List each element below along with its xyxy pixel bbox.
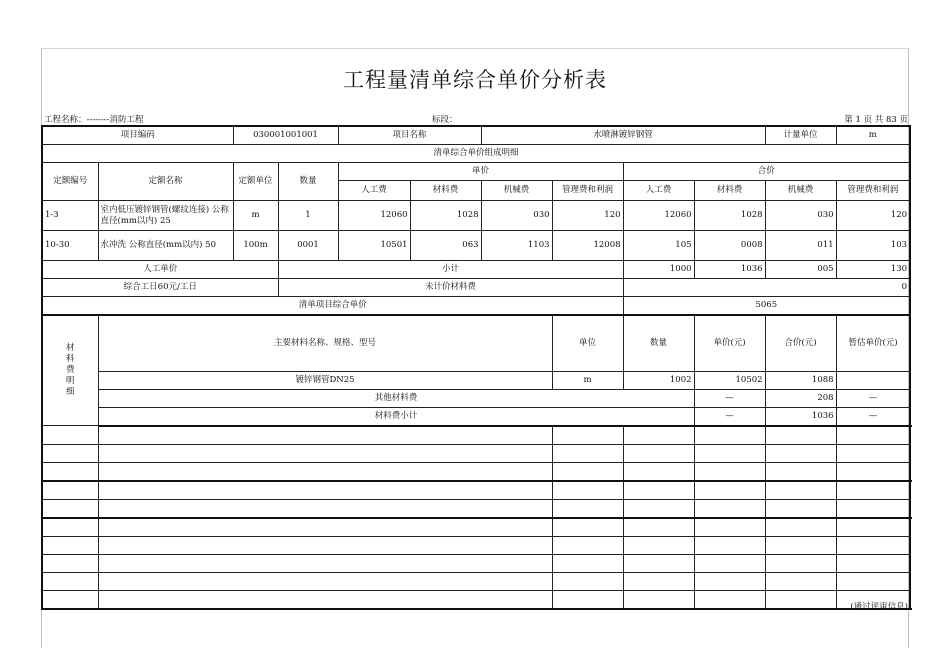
quota-no: 10-30	[42, 231, 98, 261]
t-material: 1028	[694, 201, 765, 231]
composite-label: 清单项目综合单价	[42, 297, 623, 316]
mat-col-qty: 数量	[623, 315, 694, 371]
page-title: 工程量清单综合单价分析表	[343, 68, 607, 92]
blank-cell	[623, 499, 694, 518]
blank-cell	[694, 499, 765, 518]
blank-cell	[694, 518, 765, 537]
blank-cell	[623, 481, 694, 500]
composition-title: 清单综合单价组成明细	[42, 145, 910, 163]
column-header-row-1	[42, 163, 910, 181]
item-header-row	[42, 126, 910, 145]
material-subtotal-row	[42, 407, 910, 426]
blank-cell	[42, 499, 98, 518]
blank-cell	[98, 572, 552, 590]
col-t-labor: 人工费	[623, 181, 694, 201]
blank-cell	[765, 481, 836, 500]
mat-price: 10502	[694, 371, 765, 389]
mat-total: 1088	[765, 371, 836, 389]
other-material-row	[42, 389, 910, 407]
blank-cell	[765, 554, 836, 572]
quota-qty: 0001	[278, 231, 338, 261]
mat-col-name: 主要材料名称、规格、型号	[98, 315, 552, 371]
other-total: 208	[765, 389, 836, 407]
blank-cell	[42, 518, 98, 537]
composition-title-row	[42, 145, 910, 163]
blank-cell	[623, 518, 694, 537]
blank-cell	[765, 518, 836, 537]
composite-row	[42, 297, 910, 316]
blank-cell	[98, 462, 552, 481]
blank-cell	[552, 572, 623, 590]
subtotal-label: 小计	[278, 261, 623, 279]
u-mgmt: 120	[552, 201, 623, 231]
t-machine: 011	[765, 231, 836, 261]
subtotal-row	[42, 261, 910, 279]
blank-cell	[765, 444, 836, 462]
blank-cell	[836, 554, 910, 572]
blank-cell	[765, 499, 836, 518]
blank-row	[42, 444, 910, 462]
mat-est-unit	[836, 371, 910, 389]
blank-cell	[552, 536, 623, 554]
quota-unit: 100m	[233, 231, 278, 261]
blank-cell	[765, 572, 836, 590]
blank-cell	[623, 426, 694, 445]
other-est-unit: —	[836, 389, 910, 407]
blank-cell	[765, 426, 836, 445]
blank-rows	[42, 426, 910, 609]
u-machine: 030	[481, 201, 552, 231]
blank-cell	[694, 462, 765, 481]
unpriced-row	[42, 279, 910, 297]
blank-cell	[623, 590, 694, 609]
blank-row	[42, 572, 910, 590]
blank-cell	[98, 426, 552, 445]
material-side-label: 材 料 费 明 细	[42, 315, 98, 426]
col-u-mgmt: 管理费和利润	[552, 181, 623, 201]
t-labor: 12060	[623, 201, 694, 231]
material-header-row	[42, 315, 910, 371]
blank-row	[42, 426, 910, 445]
material-subtotal-est-unit: —	[836, 407, 910, 426]
blank-cell	[42, 554, 98, 572]
blank-row	[42, 536, 910, 554]
blank-cell	[623, 444, 694, 462]
mat-col-est-unit: 暂估单价(元)	[836, 315, 910, 371]
unpriced-label: 未计价材料费	[278, 279, 623, 297]
labor-price-label: 人工单价	[42, 261, 278, 279]
material-subtotal-total: 1036	[765, 407, 836, 426]
blank-cell	[42, 590, 98, 609]
blank-cell	[42, 481, 98, 500]
col-quota-name: 定额名称	[98, 163, 233, 201]
table-row	[42, 231, 910, 261]
blank-cell	[98, 518, 552, 537]
col-t-mgmt: 管理费和利润	[836, 181, 910, 201]
t-labor: 105	[623, 231, 694, 261]
mat-unit: m	[552, 371, 623, 389]
subtotal-labor: 1000	[623, 261, 694, 279]
blank-cell	[98, 481, 552, 500]
blank-cell	[836, 518, 910, 537]
blank-row	[42, 462, 910, 481]
col-u-material: 材料费	[410, 181, 481, 201]
subtotal-mgmt: 130	[836, 261, 910, 279]
u-material: 063	[410, 231, 481, 261]
blank-cell	[836, 426, 910, 445]
other-material-label: 其他材料费	[98, 389, 694, 407]
u-labor: 12060	[338, 201, 410, 231]
blank-cell	[836, 444, 910, 462]
blank-cell	[765, 462, 836, 481]
quota-name: 水冲洗 公称直径(mm以内) 50	[98, 231, 233, 261]
blank-cell	[836, 572, 910, 590]
material-subtotal-label: 材料费小计	[98, 407, 694, 426]
col-quantity: 数量	[278, 163, 338, 201]
labor-price-value: 综合工日60元/工日	[42, 279, 278, 297]
blank-cell	[42, 444, 98, 462]
blank-cell	[552, 462, 623, 481]
blank-cell	[765, 536, 836, 554]
blank-cell	[836, 462, 910, 481]
blank-cell	[552, 554, 623, 572]
blank-row	[42, 481, 910, 500]
blank-cell	[694, 554, 765, 572]
item-name-label: 项目名称	[338, 126, 481, 145]
col-u-labor: 人工费	[338, 181, 410, 201]
unit-value: m	[836, 126, 910, 145]
section-label: 标段：	[432, 115, 458, 125]
t-material: 0008	[694, 231, 765, 261]
blank-cell	[623, 536, 694, 554]
blank-cell	[42, 462, 98, 481]
u-material: 1028	[410, 201, 481, 231]
unpriced-value: 0	[623, 279, 910, 297]
item-name-value: 水喷淋镀锌钢管	[481, 126, 765, 145]
material-subtotal-price: —	[694, 407, 765, 426]
mat-col-unit-price: 单价(元)	[694, 315, 765, 371]
blank-row	[42, 499, 910, 518]
blank-cell	[552, 518, 623, 537]
blank-cell	[98, 536, 552, 554]
quota-unit: m	[233, 201, 278, 231]
blank-cell	[98, 590, 552, 609]
subtotal-machine: 005	[765, 261, 836, 279]
blank-row	[42, 518, 910, 537]
item-code-value: 030001001001	[233, 126, 338, 145]
item-code-label: 项目编码	[42, 126, 233, 145]
unit-label: 计量单位	[765, 126, 836, 145]
col-unit-price-group: 单价	[338, 163, 623, 181]
quota-name: 室内低压镀锌钢管(螺纹连接) 公称直径(mm以内) 25	[98, 201, 233, 231]
blank-cell	[623, 572, 694, 590]
quota-qty: 1	[278, 201, 338, 231]
blank-cell	[552, 444, 623, 462]
composite-value: 5065	[623, 297, 910, 316]
t-mgmt: 103	[836, 231, 910, 261]
mat-name: 镀锌钢管DN25	[98, 371, 552, 389]
other-price: —	[694, 389, 765, 407]
blank-cell	[836, 481, 910, 500]
table-row	[42, 201, 910, 231]
blank-cell	[694, 426, 765, 445]
blank-cell	[765, 590, 836, 609]
col-quota-no: 定额编号	[42, 163, 98, 201]
col-t-material: 材料费	[694, 181, 765, 201]
blank-cell	[623, 554, 694, 572]
u-machine: 1103	[481, 231, 552, 261]
quota-no: 1-3	[42, 201, 98, 231]
t-machine: 030	[765, 201, 836, 231]
blank-cell	[552, 481, 623, 500]
blank-cell	[694, 481, 765, 500]
t-mgmt: 120	[836, 201, 910, 231]
analysis-table	[41, 125, 911, 610]
project-name: 工程名称：--------消防工程	[44, 115, 144, 125]
u-labor: 10501	[338, 231, 410, 261]
u-mgmt: 12008	[552, 231, 623, 261]
mat-col-total: 合价(元)	[765, 315, 836, 371]
blank-cell	[552, 499, 623, 518]
blank-cell	[694, 536, 765, 554]
blank-cell	[836, 536, 910, 554]
mat-qty: 1002	[623, 371, 694, 389]
blank-cell	[98, 554, 552, 572]
blank-cell	[694, 572, 765, 590]
blank-cell	[98, 444, 552, 462]
blank-cell	[42, 572, 98, 590]
col-t-machine: 机械费	[765, 181, 836, 201]
page-counter: 第 1 页 共 83 页	[844, 115, 908, 125]
col-u-machine: 机械费	[481, 181, 552, 201]
material-row	[42, 371, 910, 389]
col-total-price-group: 合价	[623, 163, 910, 181]
blank-cell	[694, 444, 765, 462]
blank-cell	[552, 590, 623, 609]
blank-cell	[98, 499, 552, 518]
blank-cell	[42, 426, 98, 445]
blank-row	[42, 590, 910, 609]
mat-col-unit: 单位	[552, 315, 623, 371]
blank-cell	[694, 590, 765, 609]
blank-cell	[42, 536, 98, 554]
blank-cell	[623, 462, 694, 481]
blank-cell	[836, 499, 910, 518]
blank-row	[42, 554, 910, 572]
subtotal-material: 1036	[694, 261, 765, 279]
footer-note: (通过评审信息)	[850, 602, 908, 612]
col-quota-unit: 定额单位	[233, 163, 278, 201]
blank-cell	[552, 426, 623, 445]
